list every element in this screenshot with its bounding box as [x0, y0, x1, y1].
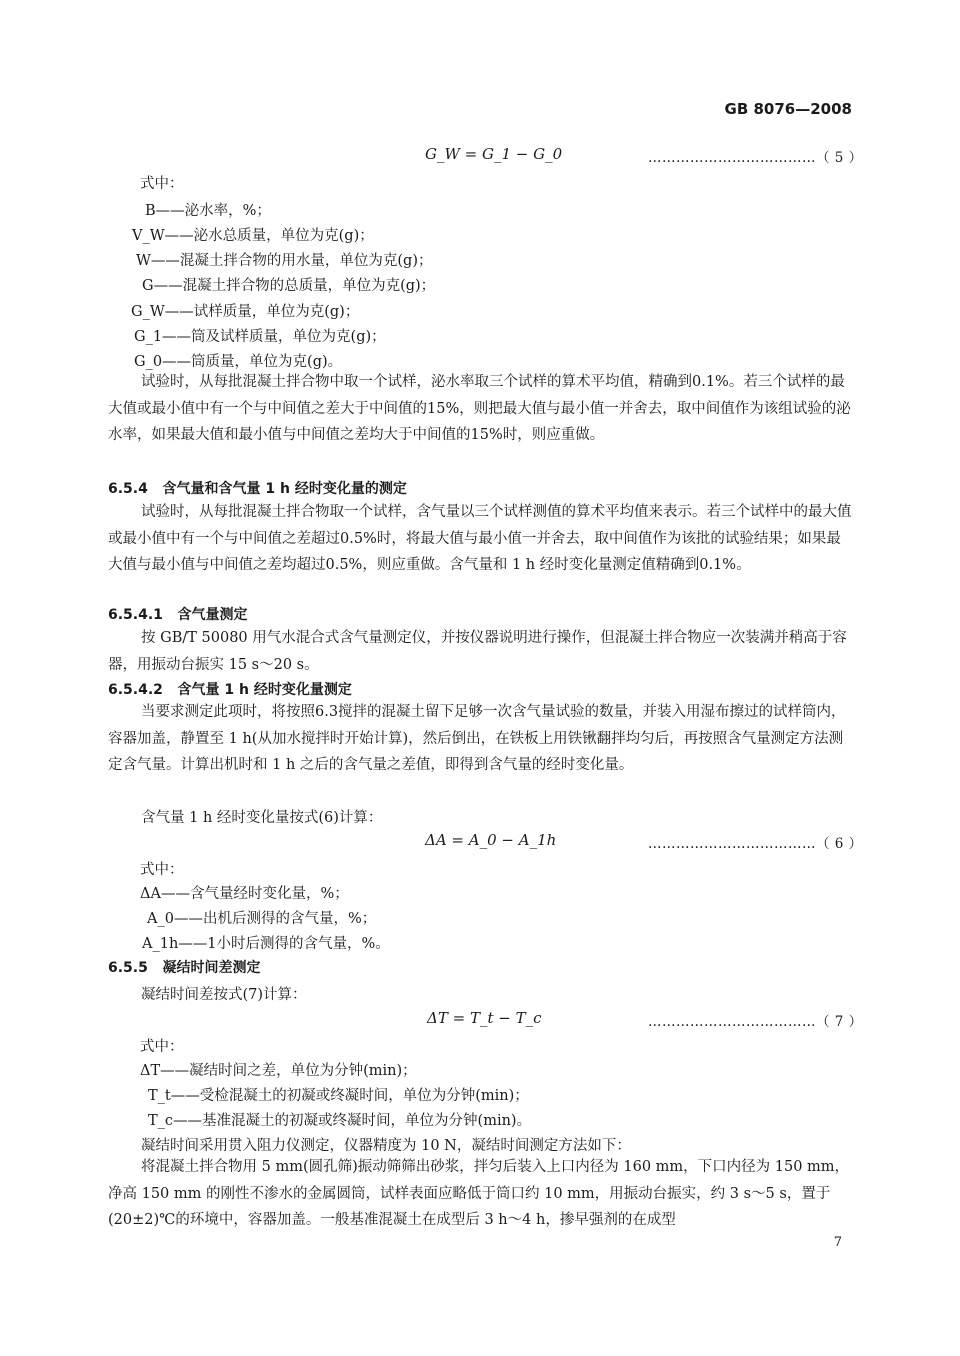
paragraph: 将混凝土拌合物用 5 mm(圆孔筛)振动筛筛出砂浆，拌匀后装入上口内径为 160 mm，下口内径为 150 mm，净高 150 mm 的刚性不渗水的金属圆筒，试样表面应略低于筒口约 10 mm，用振动台振实，约 3 s～5 s，置于(20±2)℃的环境中，容器加盖。一般基准混凝土在成型后 3 h～4 h，掺早强剂的在成型 — [108, 1159, 850, 1228]
section-title: 含气量测定 — [177, 607, 248, 623]
section-number: 6.5.4.2 — [108, 682, 163, 698]
paragraph: 凝结时间采用贯入阻力仪测定，仪器精度为 10 N，凝结时间测定方法如下： — [141, 1138, 631, 1154]
equation-7-number: ………………………………（ 7 ） — [648, 1014, 863, 1030]
section-heading — [108, 478, 407, 498]
section-number: 6.5.5 — [108, 960, 148, 976]
section-number: 6.5.4.1 — [108, 607, 163, 623]
legend-intro: 式中： — [140, 1039, 184, 1055]
section-number: 6.5.4 — [108, 481, 148, 497]
legend-item: G_0——筒质量，单位为克(g)。 — [134, 354, 343, 370]
section-title: 含气量和含气量 1 h 经时变化量的测定 — [162, 481, 407, 497]
section-title: 凝结时间差测定 — [162, 960, 261, 976]
paragraph: 试验时，从每批混凝土拌合物取一个试样，含气量以三个试样测值的算术平均值来表示。若三个试样中的最大值或最小值中有一个与中间值之差超过0.5%时，将最大值与最小值一并舍去，取中间值作为该批的试验结果；如果最大值与最小值与中间值之差均超过0.5%，则应重做。含气量和 1 h 经时变化量测定值精确到0.1%。 — [108, 504, 852, 573]
legend-item: B——泌水率，%； — [145, 203, 271, 219]
legend-item: W——混凝土拌合物的用水量，单位为克(g)； — [136, 253, 433, 269]
page-number: 7 — [833, 1235, 842, 1250]
legend-item: ΔA——含气量经时变化量，%； — [140, 886, 349, 902]
paragraph: 当要求测定此项时，将按照6.3搅拌的混凝土留下足够一次含气量试验的数量，并装入用湿布擦过的试样筒内，容器加盖，静置至 1 h(从加水搅拌时开始计算)，然后倒出，在铁板上用铁锹翻拌均匀后，再按照含气量测定方法测定含气量。计算出机时和 1 h 之后的含气量之差值，即得到含气量的经时变化量。 — [108, 704, 846, 773]
section-heading — [108, 679, 352, 699]
legend-item: V_W——泌水总质量，单位为克(g)； — [132, 228, 374, 244]
legend-item: ΔT——凝结时间之差，单位为分钟(min)； — [140, 1063, 417, 1079]
legend-intro: 式中： — [140, 862, 184, 878]
equation-6: ΔA = A_0 − A_1h — [425, 831, 557, 849]
legend-item: G——混凝土拌合物的总质量，单位为克(g)； — [142, 278, 436, 294]
paragraph: 凝结时间差按式(7)计算： — [141, 987, 307, 1003]
legend-item: A_1h——1小时后测得的含气量，%。 — [142, 936, 390, 952]
legend-item: T_t——受检混凝土的初凝或终凝时间，单位为分钟(min)； — [148, 1088, 529, 1104]
equation-5: G_W = G_1 − G_0 — [425, 145, 563, 163]
legend-item: G_1——筒及试样质量，单位为克(g)； — [134, 329, 386, 345]
standard-code: GB 8076—2008 — [724, 100, 852, 118]
paragraph: 含气量 1 h 经时变化量按式(6)计算： — [141, 810, 383, 826]
legend-item: G_W——试样质量，单位为克(g)； — [131, 304, 360, 320]
equation-6-number: ………………………………（ 6 ） — [648, 836, 863, 852]
legend-intro: 式中： — [140, 176, 184, 192]
paragraph: 试验时，从每批混凝土拌合物中取一个试样，泌水率取三个试样的算术平均值，精确到0.1%。若三个试样的最大值或最小值中有一个与中间值之差大于中间值的15%，则把最大值与最小值一并舍去，取中间值作为该组试验的泌水率，如果最大值和最小值与中间值之差均大于中间值的15%时，则应重做。 — [108, 374, 851, 443]
section-heading — [108, 957, 261, 977]
equation-5-number: ………………………………（ 5 ） — [648, 150, 863, 166]
legend-item: T_c——基准混凝土的初凝或终凝时间，单位为分钟(min)。 — [148, 1113, 532, 1129]
paragraph: 按 GB/T 50080 用气水混合式含气量测定仪，并按仪器说明进行操作，但混凝土拌合物应一次装满并稍高于容器，用振动台振实 15 s～20 s。 — [108, 630, 847, 673]
section-title: 含气量 1 h 经时变化量测定 — [177, 682, 352, 698]
equation-7: ΔT = T_t − T_c — [427, 1009, 542, 1027]
legend-item: A_0——出机后测得的含气量，%； — [147, 911, 377, 927]
section-heading — [108, 604, 248, 624]
